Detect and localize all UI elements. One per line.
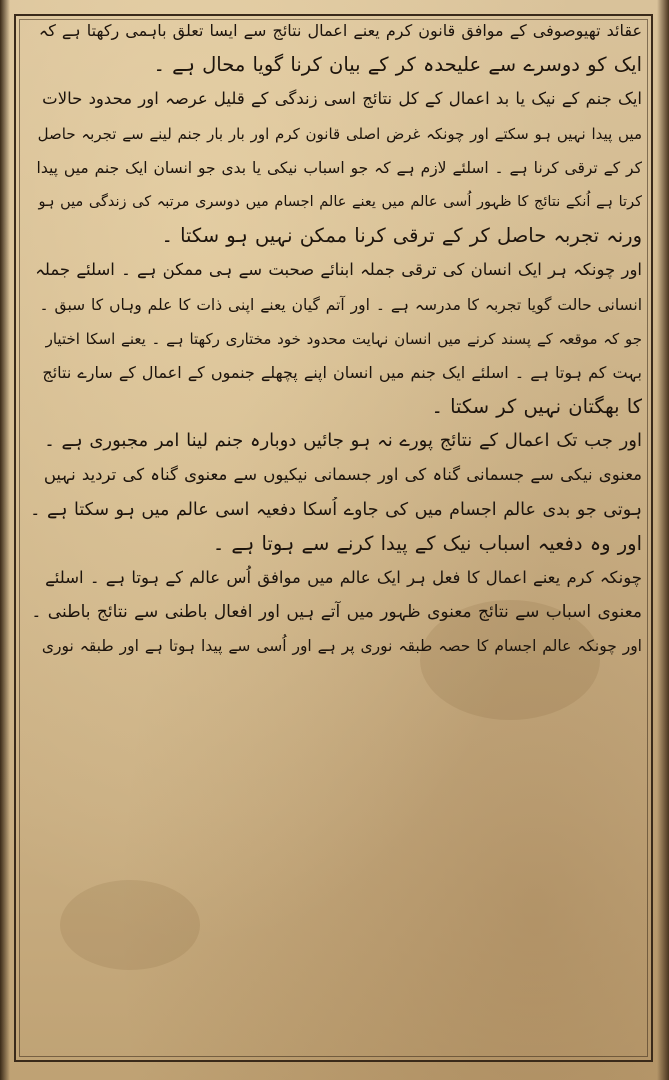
text-line-19: اور چونکہ عالم اجسام کا حصہ طبقہ نوری پر ہے اور اُسی سے پیدا ہوتا ہے اور طبقہ نوری (41, 637, 642, 656)
text-line-11: بہت کم ہوتا ہے ۔ اسلئے ایک جنم میں انسان اپنے پچھلے جنموں کے اعمال کے سارے نتائج (42, 362, 642, 382)
text-line-15: ہوتی جو بدی عالم اجسام میں کی جاوے اُسکا دفعیہ اسی عالم میں ہو سکتا ہے ۔ (30, 499, 642, 520)
text-line-3: ایک جنم کے نیک یا بد اعمال کے کل نتائج اسی زندگی کے قلیل عرصہ اور محدود حالات (42, 89, 642, 109)
page-edge-right-shadow (657, 0, 669, 1080)
text-line-13: اور جب تک اعمال کے نتائج پورے نہ ہو جائیں دوبارہ جنم لینا امر مجبوری ہے ۔ (44, 430, 642, 452)
text-line-18: معنوی اسباب سے نتائج معنوی ظہور میں آتے ہیں اور افعال باطنی سے نتائج باطنی ۔ (31, 602, 642, 623)
text-line-17: چونکہ کرم یعنے اعمال کا فعل ہر ایک عالم میں موافق اُس عالم کے ہوتا ہے ۔ اسلئے (45, 568, 642, 587)
text-line-9: انسانی حالت گویا تجربہ کا مدرسہ ہے ۔ اور آتم گیان یعنے اپنی ذات کا علم وہاں کا سبق ۔ (39, 295, 642, 314)
page-edge-left-shadow (0, 0, 10, 1080)
text-line-14: معنوی نیکی سے جسمانی گناہ کی اور جسمانی نیکیوں سے معنوی گناہ کی تردید نہیں (43, 465, 642, 485)
text-line-10: جو کہ موقعہ کے پسند کرنے میں انسان نہایت محدود خود مختاری رکھتا ہے ۔ یعنے اسکا اختیار (45, 329, 642, 348)
text-line-5: کر کے ترقی کرنا ہے ۔ اسلئے لازم ہے کہ جو اسباب نیکی یا بدی جو انسان ایک جنم میں پیدا (36, 158, 642, 177)
text-line-16: اور وہ دفعیہ اسباب نیک کے پیدا کرنے سے ہوتا ہے ۔ (212, 531, 642, 555)
text-line-1: عقائد تھیوصوفی کے موافق قانون کرم یعنے اعمال نتائج سے ایسا تعلق باہمی رکھتا ہے کہ (38, 21, 642, 40)
text-line-6: کرتا ہے اُنکے نتائج کا ظہور اُسی عالم میں یعنے عالم اجسام میں دوسری مرتبہ کی زندگی میں ہو (38, 193, 642, 210)
urdu-text-body (30, 18, 642, 1048)
text-line-4: میں پیدا نہیں ہو سکتے اور چونکہ غرض اصلی قانون کرم اور بار بار جنم لینے سے تجربہ حاصل (37, 124, 642, 143)
text-line-12: کا بھگتان نہیں کر سکتا ۔ (431, 395, 642, 419)
text-line-2: ایک کو دوسرے سے علیحدہ کر کے بیان کرنا گویا محال ہے ۔ (153, 53, 642, 77)
text-line-8: اور چونکہ ہر ایک انسان کی ترقی جملہ ابنائے صحبت سے ہی ممکن ہے ۔ اسلئے جملہ (35, 260, 642, 280)
text-line-7: ورنہ تجربہ حاصل کر کے ترقی کرنا ممکن نہیں ہو سکتا ۔ (161, 224, 642, 248)
